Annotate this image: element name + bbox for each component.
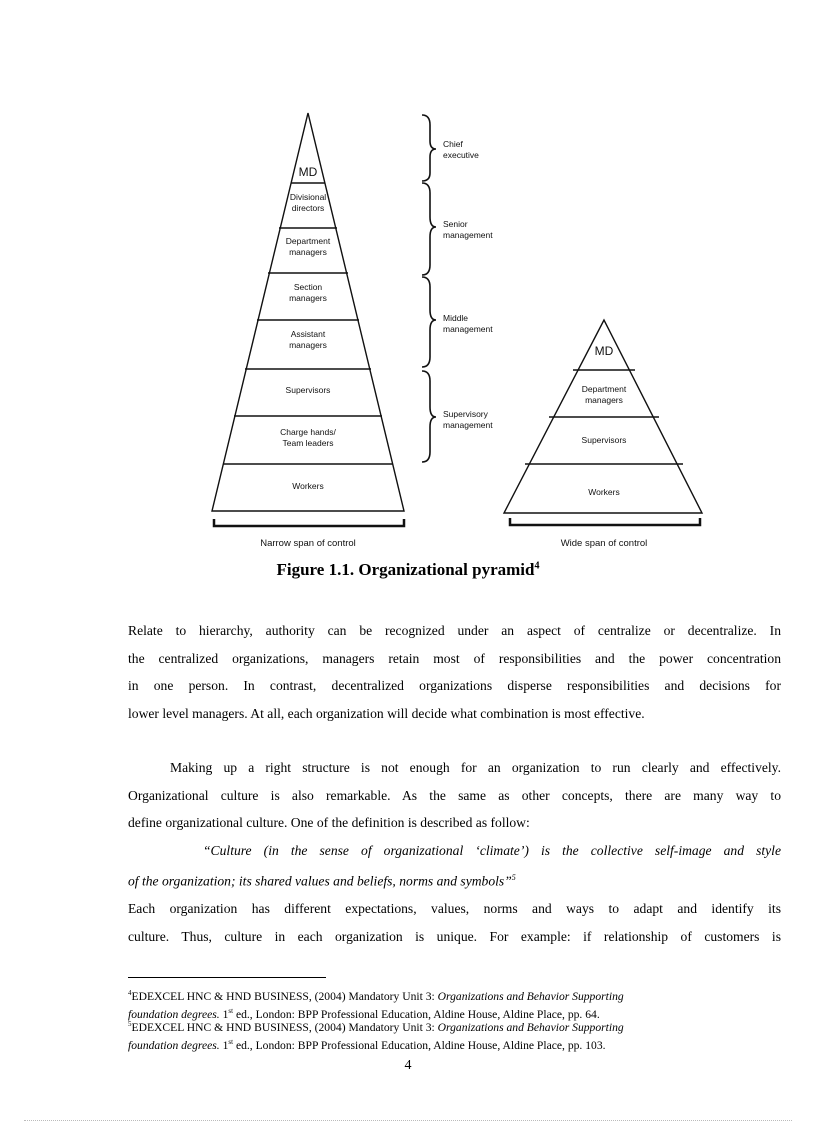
wide-level-label: Department managers xyxy=(581,384,627,405)
footnote-separator xyxy=(128,977,326,978)
paragraph-line: lower level managers. At all, each organization will decide what combination is most effective. xyxy=(128,705,645,721)
narrow-labels xyxy=(280,165,336,491)
footnote-title: Organizations and Behavior Supporting xyxy=(437,1020,624,1034)
page-number: 4 xyxy=(404,1058,412,1073)
organizational-pyramid-figure xyxy=(190,105,730,555)
footnote-edition: 1 xyxy=(219,1039,229,1053)
management-group-labels xyxy=(443,139,493,430)
wide-level-label: Supervisors xyxy=(581,435,627,445)
paragraph-line: the centralized organizations, managers retain most of responsibilities and the power concentration xyxy=(128,650,781,666)
quote-line xyxy=(128,864,781,895)
narrow-level-label: Charge hands/ Team leaders xyxy=(280,427,336,448)
wide-level-label: MD xyxy=(594,344,614,358)
chief-executive-brace xyxy=(422,115,436,181)
quote-line: “Culture (in the sense of organizational ‘climate’) is the collective self-image and style xyxy=(203,842,781,858)
footnote-lead: EDEXCEL HNC & HND BUSINESS, (2004) Mandatory Unit 3: xyxy=(131,1020,438,1034)
narrow-level-label: Assistant managers xyxy=(289,329,327,350)
paragraph-line: Organizational culture is also remarkable. As the same as other concepts, there are many way to xyxy=(128,787,781,803)
group-label-chief-executive: Chief executive xyxy=(443,139,479,160)
footnote-number: 5 xyxy=(128,1020,132,1028)
paragraph-hierarchy xyxy=(128,617,781,727)
wide-level-label: Workers xyxy=(588,487,620,497)
paragraph-line: Relate to hierarchy, authority can be recognized under an aspect of centralize or decentralize. In xyxy=(128,623,781,638)
paragraph-line: Making up a right structure is not enough for an organization to run clearly and effectively. xyxy=(170,760,781,775)
paragraph-line: culture. Thus, culture in each organization is unique. For example: if relationship of customers is xyxy=(128,928,781,944)
middle-management-brace xyxy=(422,277,436,367)
group-label-supervisory-management: Supervisory management xyxy=(443,409,493,430)
group-label-senior-management: Senior management xyxy=(443,219,493,240)
narrow-level-label: Section managers xyxy=(289,282,327,303)
quote-footnote-ref[interactable]: 5 xyxy=(511,873,516,882)
footnote-number: 4 xyxy=(128,989,132,997)
footnote-edition: 1 xyxy=(219,1008,229,1022)
supervisory-management-brace xyxy=(422,371,436,462)
narrow-level-label: Workers xyxy=(292,481,324,491)
senior-management-brace xyxy=(422,183,436,275)
footnote-tail: ed., London: BPP Professional Education, Aldine House, Aldine Place, pp. 103. xyxy=(233,1039,606,1053)
management-braces xyxy=(422,115,436,462)
narrow-level-label: Department managers xyxy=(285,236,331,257)
footnote-tail: ed., London: BPP Professional Education, Aldine House, Aldine Place, pp. 64. xyxy=(233,1008,600,1022)
caption-footnote-ref[interactable]: 4 xyxy=(534,560,540,572)
caption-text: Figure 1.1. Organizational pyramid xyxy=(276,560,535,579)
page-bottom-border xyxy=(24,1120,792,1121)
paragraph-culture xyxy=(128,754,781,950)
paragraph-line: Each organization has different expectations, values, norms and ways to adapt and identify its xyxy=(128,901,781,917)
footnote-5 xyxy=(128,1017,788,1054)
figure-caption xyxy=(0,560,816,580)
paragraph-line: define organizational culture. One of the definition is described as follow: xyxy=(128,815,530,830)
footnote-title: foundation degrees. xyxy=(128,1008,220,1022)
footnote-title: Organizations and Behavior Supporting xyxy=(437,989,624,1003)
narrow-level-label: Supervisors xyxy=(285,385,331,395)
narrow-span-brace xyxy=(214,519,404,526)
wide-span-brace xyxy=(510,518,700,525)
group-label-middle-management: Middle management xyxy=(443,313,493,334)
narrow-span-label: Narrow span of control xyxy=(260,538,356,549)
footnote-edition-suffix: st xyxy=(228,1038,234,1047)
narrow-level-label: MD xyxy=(298,165,318,179)
narrow-level-label: Divisional directors xyxy=(289,192,327,213)
quote-text: of the organization; its shared values and beliefs, norms and symbols” xyxy=(128,873,512,889)
wide-labels xyxy=(582,344,627,497)
footnote-lead: EDEXCEL HNC & HND BUSINESS, (2004) Mandatory Unit 3: xyxy=(131,989,438,1003)
footnote-title: foundation degrees. xyxy=(128,1039,220,1053)
wide-span-label: Wide span of control xyxy=(560,538,648,549)
paragraph-line: in one person. In contrast, decentralized organizations disperse responsibilities and decisions for xyxy=(128,678,781,693)
footnote-edition-suffix: st xyxy=(228,1007,234,1016)
